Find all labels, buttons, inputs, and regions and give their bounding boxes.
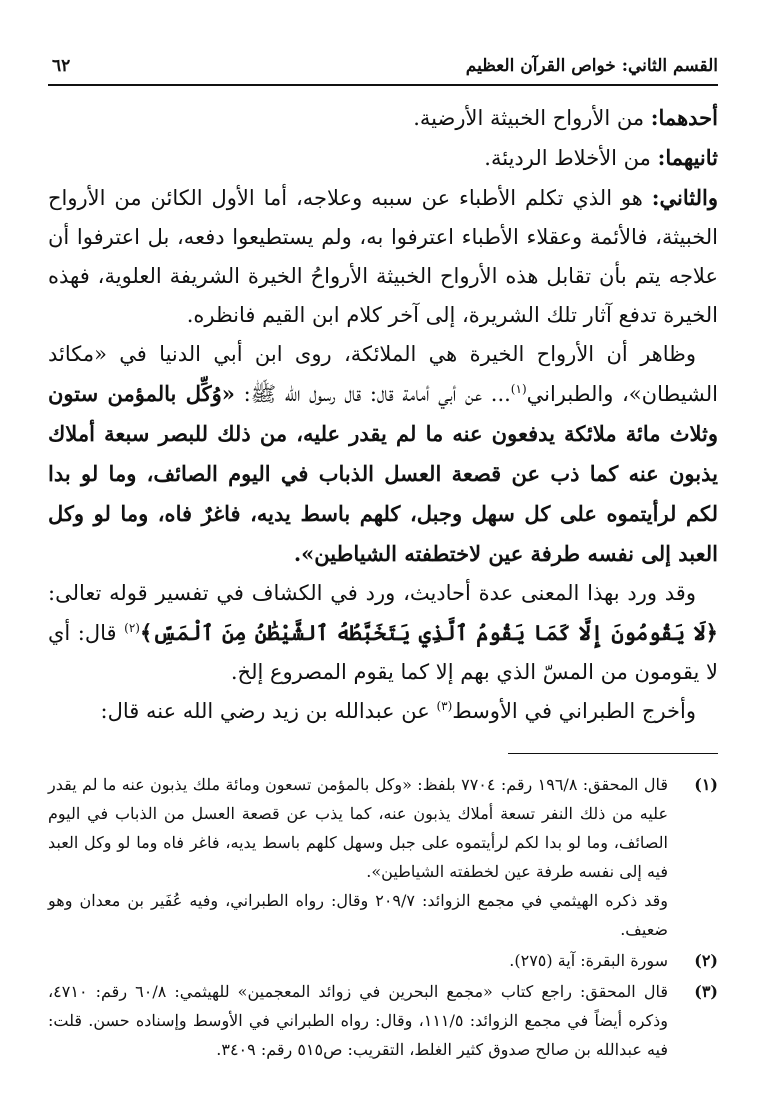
paragraph-angels <box>48 335 718 574</box>
footnote-2 <box>48 946 718 975</box>
paragraph-lead: والثاني: <box>651 185 718 210</box>
paragraph-first-type <box>48 98 718 138</box>
paragraph-text: من الأرواح الخبيثة الأرضية. <box>413 106 651 130</box>
footnote-ref-3[interactable]: (٣) <box>436 699 453 713</box>
paragraph-tabarani <box>48 692 718 731</box>
footnote-ref-2[interactable]: (٢) <box>124 621 140 635</box>
paragraph-lead: أحدهما: <box>650 105 718 130</box>
footnote-text: قال المحقق: راجع كتاب «مجمع البحرين في زوائد المعجمين» للهيثمي: ٦٠/٨ رقم: ٤٧١٠، وذكره أيضاً في مجمع الزوائد: ١١١/٥، وقال: رواه الطبراني في الأوسط وإسناده حسن. قلت: فيه عبدالله بن صالح صدوق كثير الغلط، التقريب: ص٥١٥ رقم: ٣٤٠٩. <box>48 982 669 1059</box>
footnote-text: سورة البقرة: آية (٢٧٥). <box>509 951 668 970</box>
footnote-3 <box>48 977 718 1064</box>
paragraph-second-kind <box>48 178 718 335</box>
paragraph-lead: ثانيهما: <box>657 145 718 170</box>
paragraph-text: من الأخلاط الرديئة. <box>484 146 658 170</box>
footnote-number: (٢) <box>694 951 718 970</box>
book-page <box>48 50 718 1080</box>
quran-verse: ﴿لَا يَقُومُونَ إِلَّا كَمَا يَقُومُ ٱلَّذِي يَتَخَبَّطُهُ ٱلشَّيْطَٰنُ مِنَ ٱلْمَسِّ﴾ <box>139 620 718 645</box>
main-text <box>48 98 718 731</box>
footnote-text: وقد ذكره الهيثمي في مجمع الزوائد: ٢٠٩/٧ وقال: رواه الطبراني، وفيه عُفَير بن معدان وهو ضعيف. <box>48 891 668 939</box>
running-title: القسم الثاني: خواص القرآن العظيم <box>465 56 718 76</box>
paragraph-text: ... عن أبي أمامة قال: قال رسول الله ﷺ: <box>234 382 511 406</box>
footnote-number: (١) <box>694 775 718 794</box>
paragraph-text: وظاهر أن الأرواح الخيرة هي الملائكة، روى ابن أبي الدنيا في «مكائد الشيطان»، والطبراني <box>48 342 719 406</box>
footnote-separator <box>508 753 718 754</box>
paragraph-text: عن عبدالله بن زيد رضي الله عنه قال: <box>100 699 437 723</box>
paragraph-kashshaf <box>48 574 718 692</box>
footnote-1 <box>48 770 718 944</box>
footnotes <box>48 770 718 1064</box>
footnote-text: قال المحقق: ١٩٦/٨ رقم: ٧٧٠٤ بلفظ: «وكل بالمؤمن تسعون ومائة ملك يذبون عنه ما لم يقدر عليه من ذلك النفر تسعة أملاك يذبون عنه، كما يذب عن قصعة العسل من الذباب في اليوم الصائف، وما لو بدا لكم لرأيتموه على جبل وسهل كلهم باسط يديه، فاغر فاه وما لو وكل العبد فيه إلى نفسه طرفة عين لخطفته الشياطين». <box>48 775 669 881</box>
page-number: ٦٢ <box>52 56 71 76</box>
paragraph-text: هو الذي تكلم الأطباء عن سببه وعلاجه، أما الأول الكائن من الأرواح الخبيثة، فالأئمة وعقلاء الأطباء اعترفوا به، ولم يستطيعوا دفعه، بل اعترفوا أن علاجه يتم بأن تقابل هذه الأرواح الخبيثة الأرواحُ الخيرة الشريفة العلوية، فهذه الخيرة تدفع آثار تلك الشريرة، إلى آخر كلام ابن القيم فانظره. <box>48 186 718 327</box>
hadith-quote: «وُكِّل بالمؤمن ستون وثلاث مائة ملائكة يدفعون عنه ما لم يقدر عليه، من ذلك للبصر سبعة أملاك يذبون عنه كما ذب عن قصعة العسل الذباب في اليوم الصائف، وما لو بدا لكم لرأيتموه على كل سهل وجبل، كلهم باسط يديه، فاغرٌ فاه، وما لو وكل العبد إلى نفسه طرفة عين لاختطفته الشياطين». <box>48 381 718 566</box>
page-header <box>48 50 718 86</box>
paragraph-second-type <box>48 138 718 178</box>
paragraph-text: وقد ورد بهذا المعنى عدة أحاديث، ورد في الكشاف في تفسير قوله تعالى: <box>48 581 696 605</box>
paragraph-text: وأخرج الطبراني في الأوسط <box>452 699 696 723</box>
footnote-ref-1[interactable]: (١) <box>510 382 527 396</box>
paragraph-text: قال: أي لا يقومون من المسّ الذي بهم إلا كما يقوم المصروع إلخ. <box>48 621 718 684</box>
footnote-number: (٣) <box>694 982 718 1001</box>
